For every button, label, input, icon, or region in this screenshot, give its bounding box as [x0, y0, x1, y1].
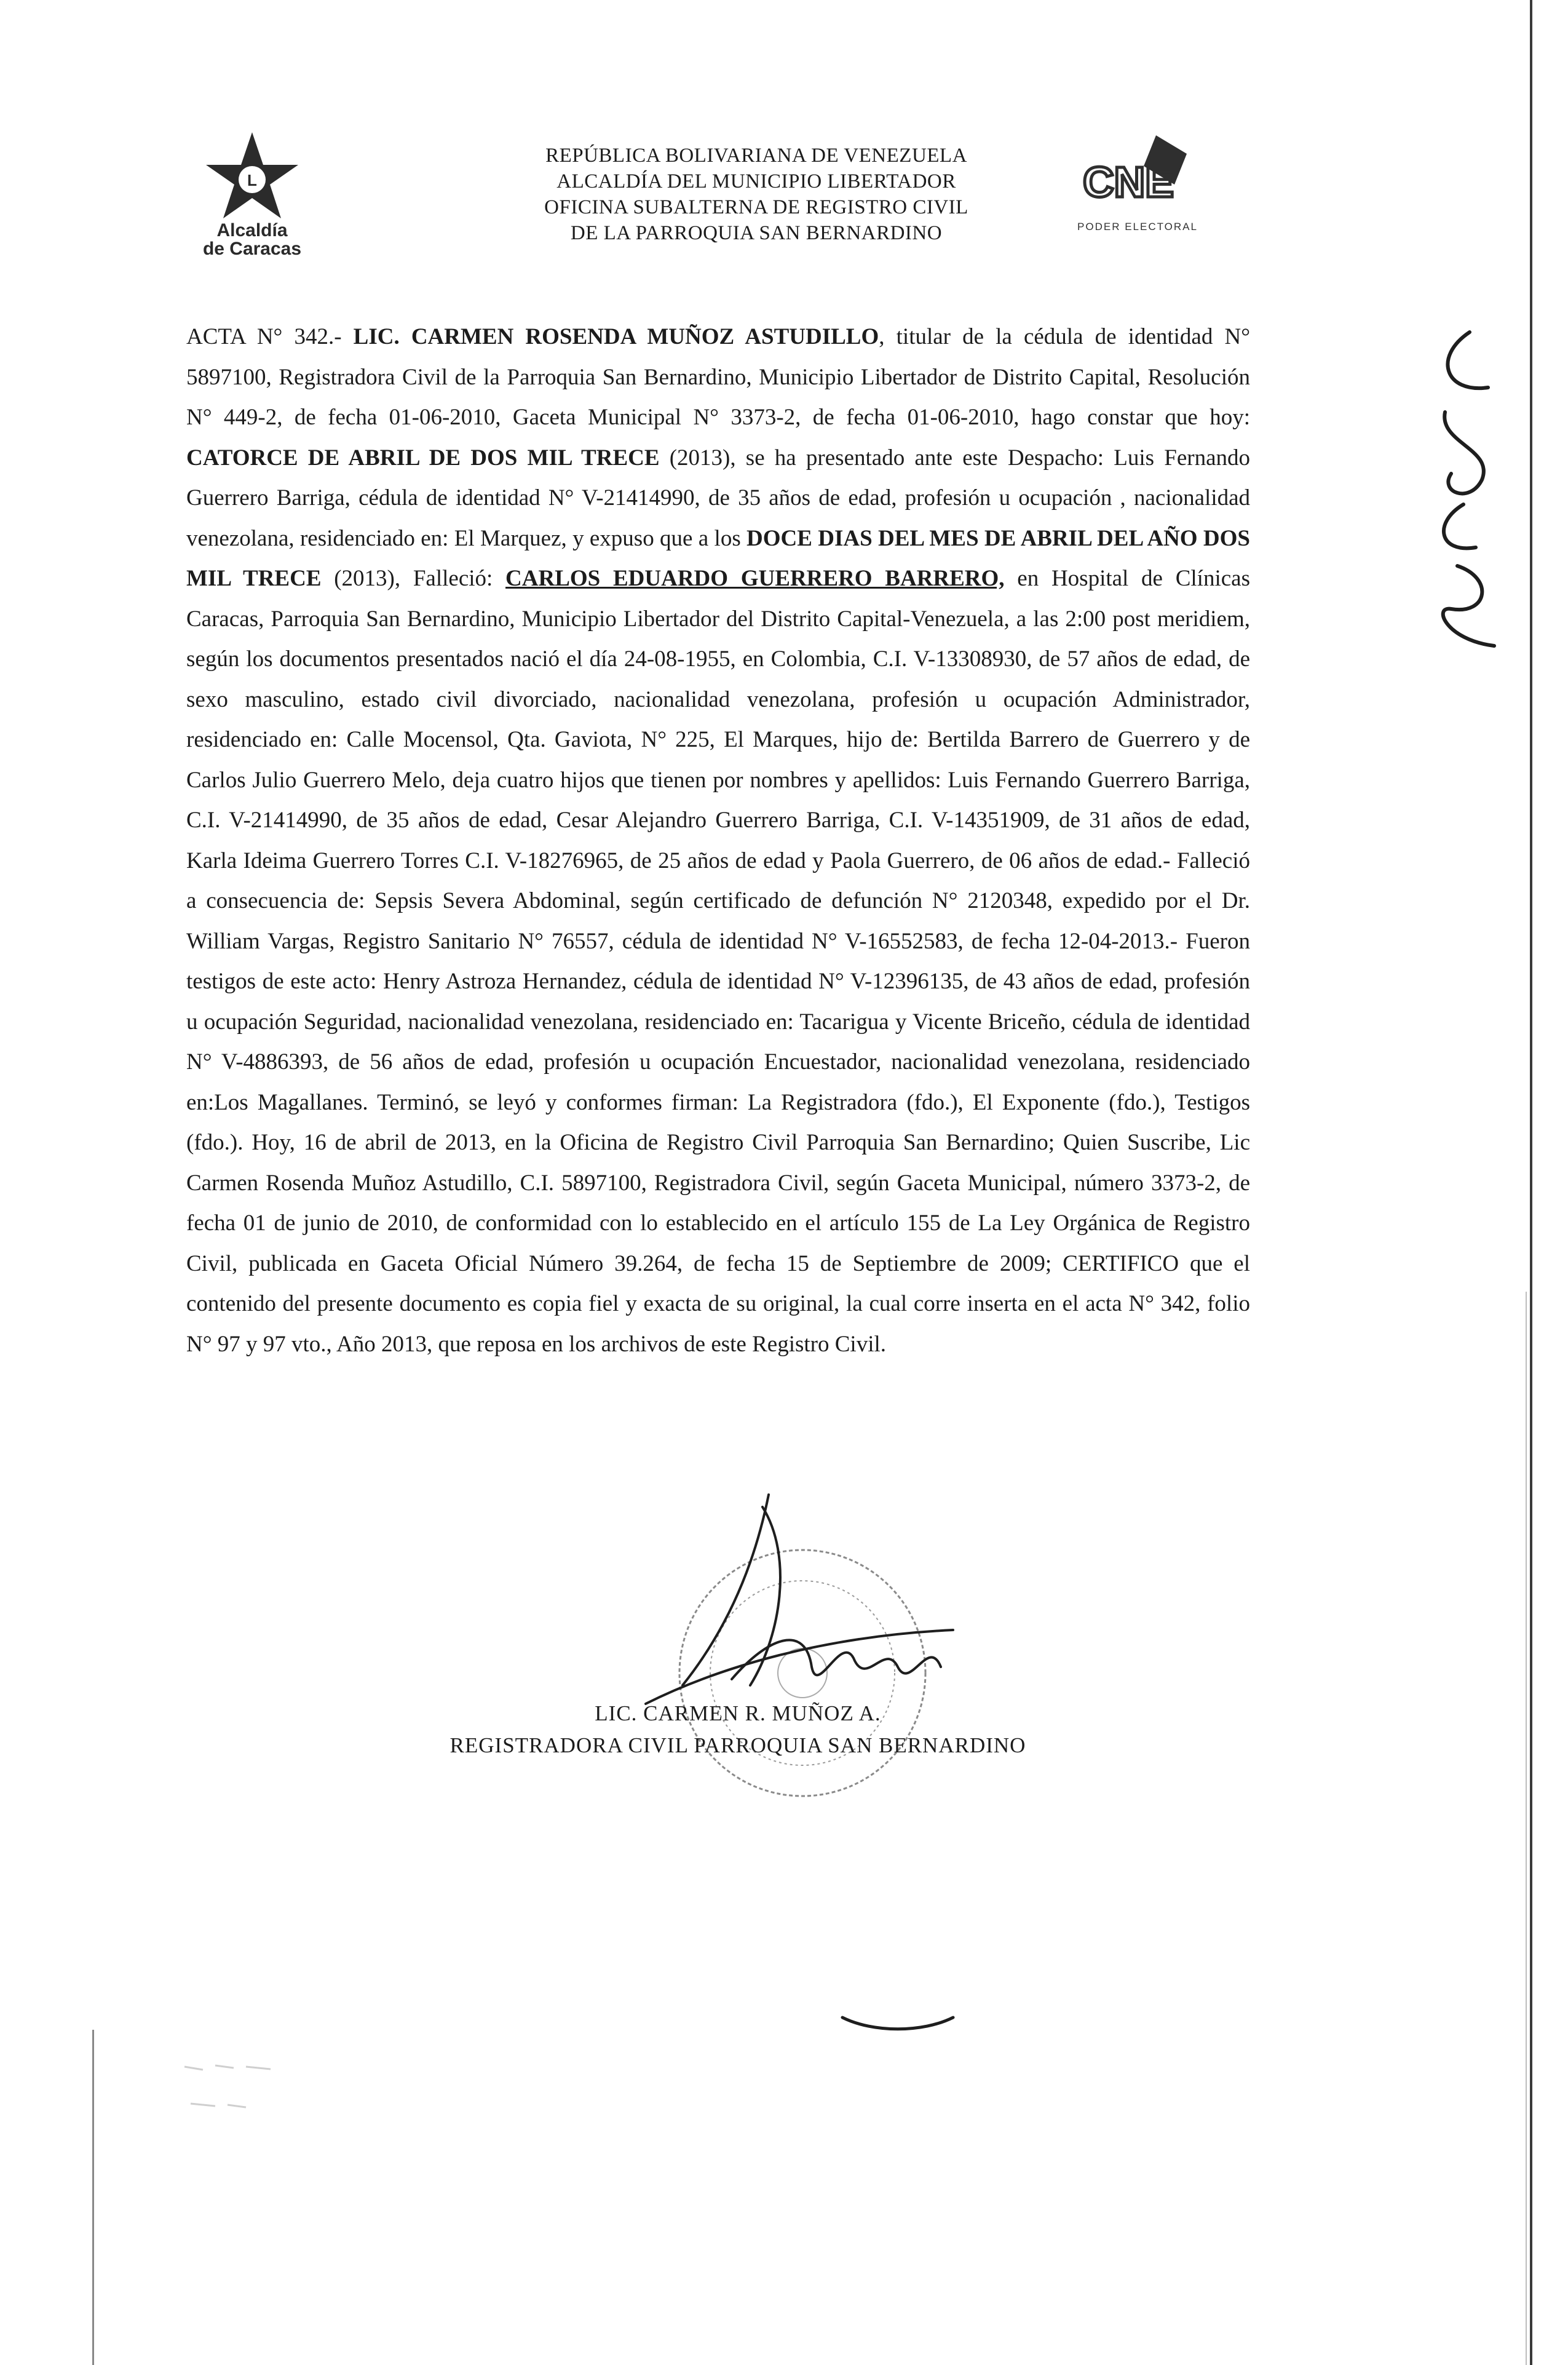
registrar-name: LIC. CARMEN ROSENDA MUÑOZ ASTUDILLO — [353, 324, 879, 349]
star-emblem-icon — [197, 129, 307, 221]
cne-label: PODER ELECTORAL — [1077, 221, 1198, 233]
faint-bleed-through-marks — [178, 2054, 338, 2128]
presentation-date: CATORCE DE ABRIL DE DOS MIL TRECE — [186, 445, 660, 471]
svg-text:CNE: CNE — [1083, 158, 1174, 206]
body-segment-5: (2013), se ha presentado ante este Despacho: Luis Fernando Guerrero Barriga, cédula de identidad N° V-21414990, de 35 años de edad, profesión u ocupación , nacionalidad venezolana, residenciado en: El Marquez, y expuso que a los — [186, 445, 1250, 551]
header-line-4: DE LA PARROQUIA SAN BERNARDINO — [570, 222, 943, 244]
bottom-flourish-mark — [836, 2011, 959, 2036]
body-segment-3: , titular de la cédula de identidad N° 5897100, Registradora Civil de la Parroquia San Bernardino, Municipio Libertador de Distrito Capital, Resolución N° 449-2, de fecha 01-06-2010, Gaceta Municipal N° 3373-2, de fecha 01-06-2010, hago constar que hoy: — [186, 324, 1250, 430]
page-edge-shadow — [1530, 0, 1532, 2365]
page-edge-shadow-left — [92, 2030, 94, 2365]
signatory-title: REGISTRADORA CIVIL PARROQUIA SAN BERNARDINO — [449, 1733, 1026, 1757]
alcaldia-label-1: Alcaldía — [216, 220, 288, 240]
page-edge-shadow-inner — [1526, 1292, 1527, 2365]
alcaldia-logo — [172, 129, 332, 264]
handwritten-margin-note-icon — [1420, 320, 1519, 664]
svg-text:L: L — [247, 171, 257, 189]
header-line-1: REPÚBLICA BOLIVARIANA DE VENEZUELA — [545, 145, 967, 167]
acta-paragraph — [186, 317, 1250, 1364]
cne-logo — [1045, 129, 1230, 258]
body-segment-7: (2013), Falleció: — [321, 566, 506, 591]
header-line-2: ALCALDÍA DEL MUNICIPIO LIBERTADOR — [556, 170, 956, 193]
cne-logo-icon — [1064, 129, 1211, 215]
body-segment-9: en Hospital de Clínicas Caracas, Parroquia San Bernardino, Municipio Libertador del Distrito Capital-Venezuela, a las 2:00 post meridiem, según los documentos presentados nació el día 24-08-1955, en Colombia, C.I. V-13308930, de 57 años de edad, de sexo masculino, estado civil divorciado, nacionalidad venezolana, profesión u ocupación Administrador, residenciado en: Calle Mocensol, Qta. Gaviota, N° 225, El Marques, hijo de: Bertilda Barrero de Guerrero y de Carlos Julio Guerrero Melo, deja cuatro hijos que tienen por nombres y apellidos: Luis Fernando Guerrero Barriga, C.I. V-21414990, de 35 años de edad, Cesar Alejandro Guerrero Barriga, C.I. V-14351909, de 31 años de edad, Karla Ideima Guerrero Torres C.I. V-18276965, de 25 años de edad y Paola Guerrero, de 06 años de edad.- Falleció a consecuencia de: Sepsis Severa Abdominal, según certificado de defunción N° 2120348, expedido por el Dr. William Vargas, Registro Sanitario N° 76557, cédula de identidad N° V-16552583, de fecha 12-04-2013.- Fueron testigos de este acto: Henry Astroza Hernandez, cédula de identidad N° V-12396135, de 43 años de edad, profesión u ocupación Seguridad, nacionalidad venezolana, residenciado en: Tacarigua y Vicente Briceño, cédula de identidad N° V-4886393, de 56 años de edad, profesión u ocupación Encuestador, nacionalidad venezolana, residenciado en:Los Magallanes. Terminó, se leyó y conformes firman: La Registradora (fdo.), El Exponente (fdo.), Testigos (fdo.). Hoy, 16 de abril de 2013, en la Oficina de Registro Civil Parroquia San Bernardino; Quien Suscribe, Lic Carmen Rosenda Muñoz Astudillo, C.I. 5897100, Registradora Civil, según Gaceta Municipal, número 3373-2, de fecha 01 de junio de 2010, de conformidad con lo establecido en el artículo 155 de La Ley Orgánica de Registro Civil, publicada en Gaceta Oficial Número 39.264, de fecha 15 de Septiembre de 2009; CERTIFICO que el contenido del presente documento es copia fiel y exacta de su original, la cual corre inserta en el acta N° 342, folio N° 97 y 97 vto., Año 2013, que reposa en los archivos de este Registro Civil. — [186, 566, 1250, 1357]
acta-number: ACTA N° 342.- — [186, 324, 354, 349]
header-line-3: OFICINA SUBALTERNA DE REGISTRO CIVIL — [544, 196, 968, 218]
death-date: DOCE DIAS DEL MES DE ABRIL DEL AÑO DOS MIL TRECE — [186, 525, 1250, 591]
deceased-name: CARLOS EDUARDO GUERRERO BARRERO, — [505, 566, 1005, 591]
signature-block — [369, 1698, 1107, 1762]
acta-body — [186, 317, 1250, 1364]
alcaldia-label-2: de Caracas — [202, 239, 302, 259]
signatory-name: LIC. CARMEN R. MUÑOZ A. — [595, 1701, 881, 1725]
document-header — [406, 143, 1107, 246]
